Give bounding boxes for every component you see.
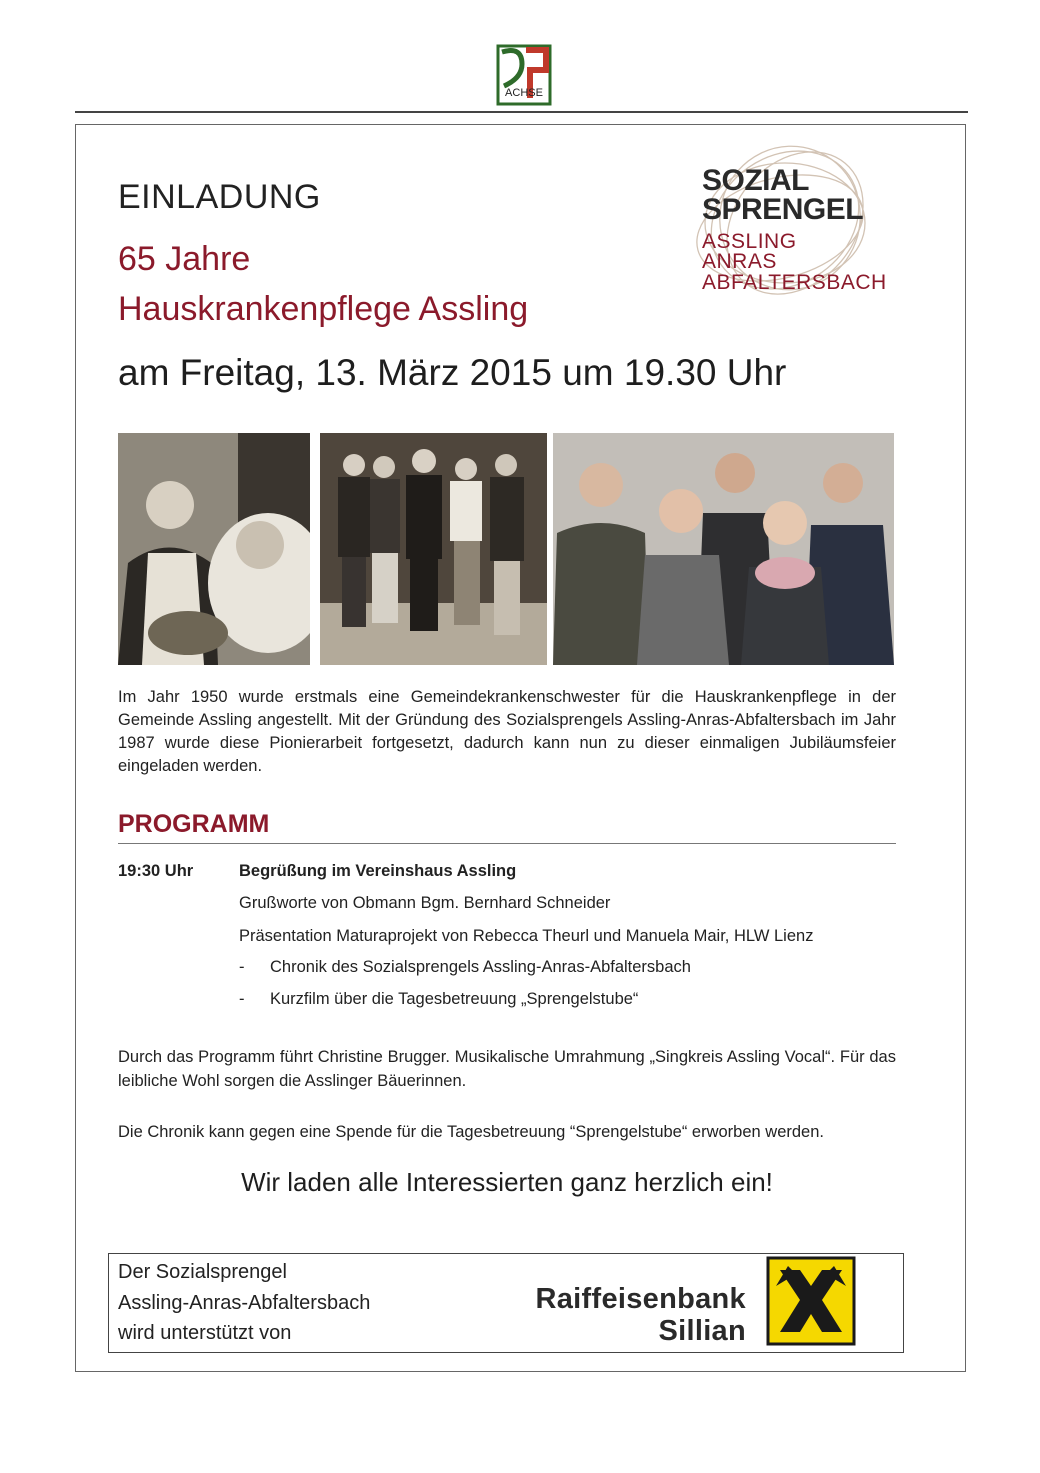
sponsor-line-3: wird unterstützt von: [118, 1322, 292, 1344]
achse-logo: [492, 44, 556, 106]
sponsor-line-1: Der Sozialsprengel: [118, 1261, 287, 1283]
bullet-dash: -: [239, 990, 245, 1008]
logo-text-sprengel: SPRENGEL: [702, 193, 864, 226]
svg-text:ACHSE: ACHSE: [505, 87, 543, 99]
raiffeisen-logo-icon: [766, 1256, 856, 1346]
programm-subitem-kurzfilm: Kurzfilm über die Tagesbetreuung „Sprengelstube“: [270, 990, 639, 1008]
anniversary-title: 65 Jahre: [118, 240, 251, 278]
programm-item-presentation: Präsentation Maturaprojekt von Rebecca Theurl und Manuela Mair, HLW Lienz: [239, 927, 814, 945]
bank-location: Sillian: [658, 1315, 746, 1347]
bank-name: Raiffeisenbank: [535, 1283, 746, 1315]
header-divider: [75, 111, 968, 113]
bullet-dash: -: [239, 958, 245, 976]
logo-place-assling: ASSLING: [702, 230, 797, 253]
programm-item-welcome: Begrüßung im Vereinshaus Assling: [239, 862, 517, 880]
historic-photo-nurse: [118, 433, 310, 665]
programm-heading: PROGRAMM: [118, 810, 270, 838]
logo-place-abfaltersbach: ABFALTERSBACH: [702, 271, 887, 294]
anniversary-subtitle: Hauskrankenpflege Assling: [118, 290, 529, 328]
sozialsprengel-logo: [690, 128, 910, 318]
host-paragraph: Durch das Programm führt Christine Brugger. Musikalische Umrahmung „Singkreis Assling Vocal“. Für das leibliche Wohl sorgen die Asslinger Bäuerinnen.: [118, 1048, 896, 1090]
intro-paragraph: Im Jahr 1950 wurde erstmals eine Gemeindekrankenschwester für die Hauskrankenpflege in der Gemeinde Assling angestellt. Mit der Gründung des Sozialsprengels Assling-Anras-Abfaltersbach im Jahr 1987 wurde diese Pionierarbeit fortgesetzt, dadurch kann nun zu dieser einmaligen Jubiläumsfeier eingeladen werden.: [118, 688, 896, 775]
programm-time: 19:30 Uhr: [118, 862, 194, 880]
chronik-paragraph: Die Chronik kann gegen eine Spende für die Tagesbetreuung “Sprengelstube“ erworben werden.: [118, 1123, 824, 1141]
closing-line: Wir laden alle Interessierten ganz herzlich ein!: [241, 1167, 773, 1197]
sponsor-line-2: Assling-Anras-Abfaltersbach: [118, 1292, 371, 1314]
current-team-photo: [553, 433, 894, 665]
event-date: am Freitag, 13. März 2015 um 19.30 Uhr: [118, 352, 787, 393]
logo-place-anras: ANRAS: [702, 250, 777, 273]
logo-text-sozial: SOZIAL: [702, 164, 809, 197]
invitation-heading: EINLADUNG: [118, 178, 321, 216]
programm-divider: [118, 843, 896, 844]
programm-item-greetings: Grußworte von Obmann Bgm. Bernhard Schneider: [239, 894, 611, 912]
historic-photo-group: [320, 433, 547, 665]
programm-subitem-chronik: Chronik des Sozialsprengels Assling-Anras-Abfaltersbach: [270, 958, 691, 976]
